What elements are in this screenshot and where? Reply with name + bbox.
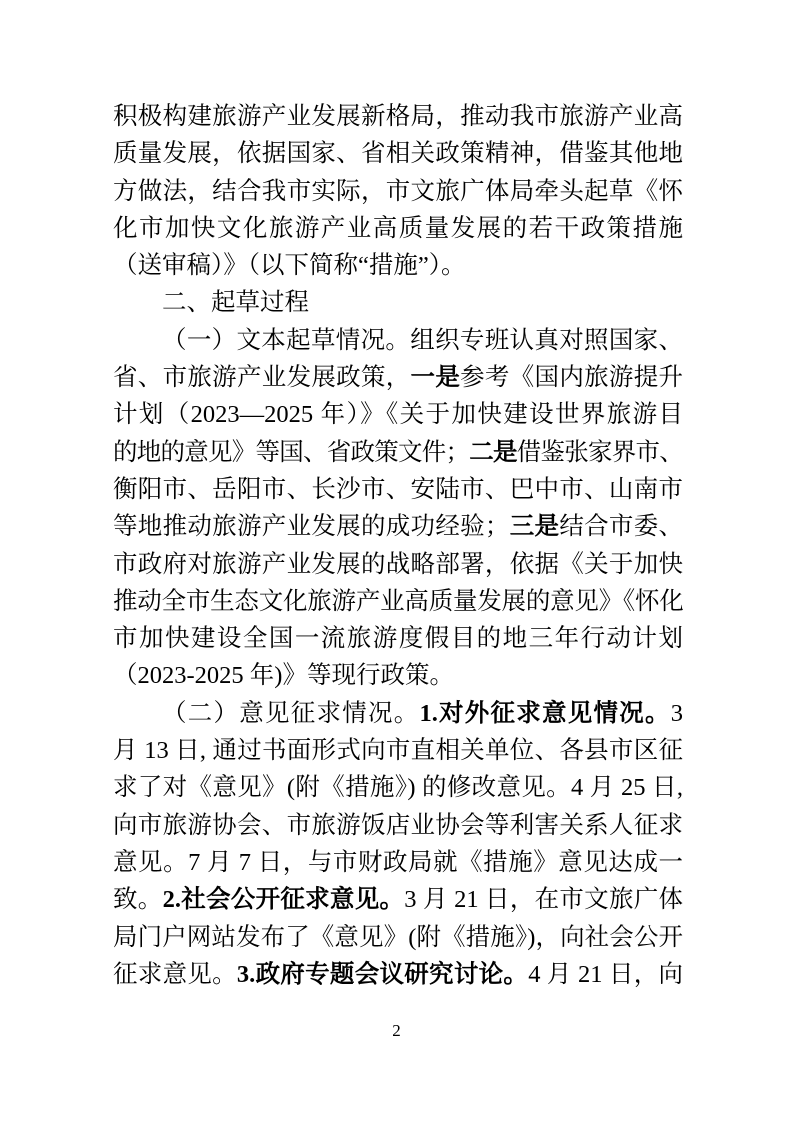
text-segment: 参考《国内旅游提升 xyxy=(460,364,684,392)
text-line xyxy=(113,98,683,135)
text-line xyxy=(113,807,683,844)
text-line xyxy=(113,881,683,918)
bold-text-segment: 3.政府专题会议研究讨论。 xyxy=(236,960,529,988)
text-segment: 4 月 21 日，向 xyxy=(528,960,684,988)
text-segment: （送审稿）》（以下简称“措施”）。 xyxy=(113,252,466,280)
bold-text-segment: 三是 xyxy=(509,513,560,541)
text-segment: 市政府对旅游产业发展的战略部署，依据《关于加快 xyxy=(113,550,683,578)
text-line xyxy=(113,919,683,956)
text-block xyxy=(113,98,683,993)
text-segment: （二）意见征求情况。 xyxy=(162,699,420,727)
text-segment: 结合市委、 xyxy=(559,513,684,541)
text-line xyxy=(113,956,683,993)
text-line xyxy=(113,359,683,396)
text-line xyxy=(113,844,683,881)
text-segment: 计划（2023—2025 年）》《关于加快建设世界旅游目 xyxy=(113,401,683,429)
text-segment: 意见。7 月 7 日，与市财政局就《措施》意见达成一 xyxy=(113,848,683,876)
text-segment: 致。 xyxy=(113,886,163,914)
text-line xyxy=(113,546,683,583)
text-segment: 的地的意见》等国、省政策文件； xyxy=(113,438,470,466)
text-segment: 3 xyxy=(670,699,683,727)
text-segment: 月 13 日, 通过书面形式向市直相关单位、各县市区征 xyxy=(113,737,683,765)
text-line xyxy=(113,210,683,247)
text-segment: 二、起草过程 xyxy=(162,289,309,317)
bold-text-segment: 二是 xyxy=(469,438,517,466)
page-number: 2 xyxy=(392,1021,401,1040)
text-line xyxy=(113,695,683,732)
bold-text-segment: 1.对外征求意见情况。 xyxy=(419,699,671,727)
text-segment: （2023-2025 年)》等现行政策。 xyxy=(113,662,454,690)
text-line xyxy=(113,508,683,545)
text-segment: 积极构建旅游产业发展新格局，推动我市旅游产业高 xyxy=(113,103,683,130)
text-line xyxy=(113,173,683,210)
text-line xyxy=(113,396,683,433)
text-segment: 省、市旅游产业发展政策， xyxy=(113,364,411,392)
text-line xyxy=(113,769,683,806)
text-line xyxy=(113,135,683,172)
text-line xyxy=(113,247,683,284)
text-segment: （一）文本起草情况。组织专班认真对照国家、 xyxy=(162,326,683,354)
bold-text-segment: 一是 xyxy=(410,364,461,392)
bold-text-segment: 2.社会公开征求意见。 xyxy=(162,886,405,914)
text-segment: 征求意见。 xyxy=(113,960,237,988)
text-line xyxy=(113,620,683,657)
text-line xyxy=(113,583,683,620)
text-line xyxy=(113,471,683,508)
text-line xyxy=(113,657,683,694)
text-segment: 化市加快文化旅游产业高质量发展的若干政策措施 xyxy=(113,214,683,242)
text-segment: 3 月 21 日，在市文旅广体 xyxy=(404,886,684,914)
text-line xyxy=(113,434,683,471)
text-segment: 借鉴张家界市、 xyxy=(516,438,684,466)
text-segment: 等地推动旅游产业发展的成功经验； xyxy=(113,513,510,541)
text-line xyxy=(113,732,683,769)
text-segment: 推动全市生态文化旅游产业高质量发展的意见》《怀化 xyxy=(113,587,683,615)
text-segment: 质量发展，依据国家、省相关政策精神，借鉴其他地 xyxy=(113,140,683,168)
text-line xyxy=(113,284,683,321)
text-segment: 局门户网站发布了《意见》(附《措施》)，向社会公开 xyxy=(113,923,683,951)
text-segment: 求了对《意见》(附《措施》) 的修改意见。4 月 25 日, xyxy=(113,774,683,802)
text-segment: 向市旅游协会、市旅游饭店业协会等利害关系人征求 xyxy=(113,811,683,839)
text-line xyxy=(113,322,683,359)
text-segment: 方做法，结合我市实际，市文旅广体局牵头起草《怀 xyxy=(113,177,683,205)
text-segment: 市加快建设全国一流旅游度假目的地三年行动计划 xyxy=(113,625,683,653)
text-segment: 衡阳市、岳阳市、长沙市、安陆市、巴中市、山南市 xyxy=(113,475,683,503)
